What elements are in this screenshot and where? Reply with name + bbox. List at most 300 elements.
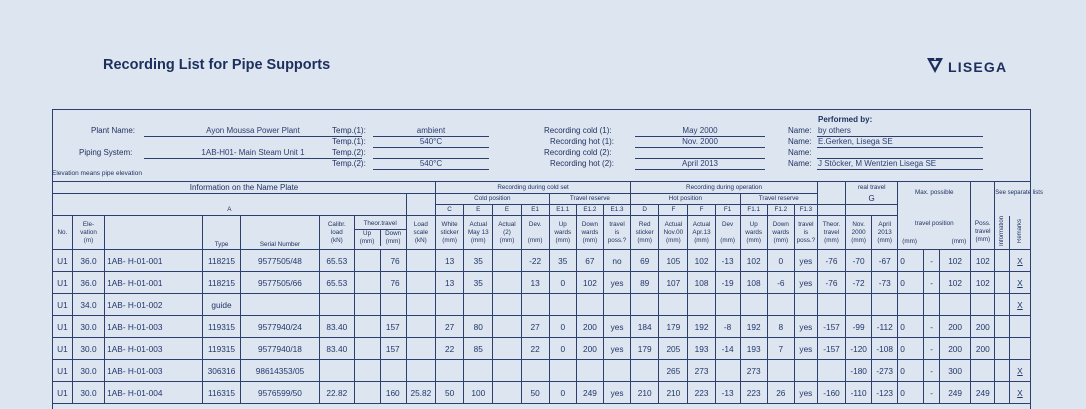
lisega-logo-icon	[925, 56, 945, 76]
cell-up	[354, 360, 380, 382]
cell-nov: -180	[846, 360, 872, 382]
recording-label-1: Recording cold (1):	[544, 126, 612, 135]
cell-d: 89	[631, 272, 659, 294]
cell-info	[995, 294, 1010, 316]
cell-f12: 0	[767, 250, 794, 272]
temp-value-1: ambient	[373, 126, 489, 137]
cell-serial: 9576599/50	[240, 382, 319, 404]
cell-e: 100	[464, 382, 493, 404]
cell-e1	[521, 294, 549, 316]
cell-f2: 273	[688, 360, 715, 382]
cell-poss: 249	[971, 382, 995, 404]
col-remarks-header: Remarks	[1016, 218, 1023, 243]
table-row	[53, 272, 1031, 294]
cell-f13: yes	[794, 338, 817, 360]
cell-load	[406, 360, 435, 382]
cell-f2: 108	[688, 272, 715, 294]
temp-label-4: Temp.(2):	[332, 159, 366, 168]
cell-e12: 67	[576, 250, 603, 272]
cell-c: 22	[436, 338, 464, 360]
cold-position-header: Cold position	[436, 194, 550, 205]
cell-f12: 26	[767, 382, 794, 404]
cell-elev: 34.0	[72, 294, 104, 316]
cell-e2	[493, 382, 521, 404]
table-row	[53, 360, 1031, 382]
cell-e11: 0	[549, 382, 576, 404]
cell-rem: X	[1009, 360, 1030, 382]
cell-type: 119315	[203, 338, 241, 360]
cell-range-separator: -	[924, 360, 940, 382]
cell-e11	[549, 294, 576, 316]
recording-table	[52, 181, 1043, 404]
cell-serial: 9577940/24	[240, 316, 319, 338]
col-f13-letter: F1.3	[794, 205, 817, 216]
col-nov-2000-header: Nov. 2000 (mm)	[846, 216, 872, 250]
cell-f2: 102	[688, 250, 715, 272]
col-red-sticker-header: Red sticker (mm)	[631, 216, 659, 250]
cell-e12	[576, 360, 603, 382]
cell-theor	[817, 360, 845, 382]
cell-f2: 223	[688, 382, 715, 404]
cell-mx2: 300	[939, 360, 970, 382]
cell-d: 69	[631, 250, 659, 272]
cell-no: U1	[53, 316, 73, 338]
cell-f: 107	[659, 272, 688, 294]
cell-rem	[1009, 338, 1030, 360]
cell-f: 179	[659, 316, 688, 338]
cell-calibr: 83.40	[320, 338, 354, 360]
cell-theor: -157	[817, 316, 845, 338]
cell-no: U1	[53, 360, 73, 382]
col-travel-poss-cold-header: travel is poss.?	[603, 216, 630, 250]
cell-e	[464, 360, 493, 382]
cell-mx1	[898, 294, 924, 316]
cell-info	[995, 360, 1010, 382]
recording-table-body	[53, 250, 1031, 404]
cell-serial: 9577505/66	[240, 272, 319, 294]
col-up-header: Up (mm)	[355, 230, 381, 246]
temp-value-3	[373, 148, 489, 159]
col-theor-header: Theor. travel (mm)	[817, 216, 845, 250]
cell-range-separator: -	[924, 272, 940, 294]
cell-d: 179	[631, 338, 659, 360]
col-upwards-cold-header: Up wards (mm)	[549, 216, 576, 250]
cell-poss: 200	[971, 316, 995, 338]
cell-rem: X	[1009, 294, 1030, 316]
cell-e12	[576, 294, 603, 316]
cell-id: 1AB- H-01-001	[105, 272, 203, 294]
cell-f13: yes	[794, 382, 817, 404]
cell-f: 105	[659, 250, 688, 272]
cell-type: 306316	[203, 360, 241, 382]
col-poss-travel-header: Poss. travel (mm)	[971, 216, 995, 250]
cell-down	[380, 294, 406, 316]
cell-info	[995, 338, 1010, 360]
cell-e: 35	[464, 250, 493, 272]
performed-name-label-3: Name:	[788, 148, 812, 157]
cell-up	[354, 338, 380, 360]
col-actual-nov00-header: Actual Nov.00 (mm)	[659, 216, 688, 250]
cell-f13	[794, 360, 817, 382]
cell-e	[464, 294, 493, 316]
cell-info	[995, 316, 1010, 338]
cell-f: 205	[659, 338, 688, 360]
cell-no: U1	[53, 250, 73, 272]
col-e13-letter: E1.3	[603, 205, 630, 216]
cell-f13: yes	[794, 272, 817, 294]
cell-mx1: 0	[898, 272, 924, 294]
hot-position-header: Hot position	[631, 194, 741, 205]
table-row	[53, 382, 1031, 404]
cell-load	[406, 272, 435, 294]
cell-c: 50	[436, 382, 464, 404]
col-actual-apr13-header: Actual Apr.13 (mm)	[688, 216, 715, 250]
cell-theor: -160	[817, 382, 845, 404]
cell-type: 118215	[203, 272, 241, 294]
cell-f13	[794, 294, 817, 316]
cell-calibr: 83.40	[320, 316, 354, 338]
cell-elev: 30.0	[72, 382, 104, 404]
temp-value-2: 540°C	[373, 137, 489, 148]
cell-rem: X	[1009, 250, 1030, 272]
col-mm-header-2: (mm)	[951, 238, 967, 246]
recording-sheet	[52, 109, 1043, 409]
col-mm-header-1: (mm)	[902, 238, 917, 246]
cell-poss: 200	[971, 338, 995, 360]
cell-f1: -14	[715, 338, 740, 360]
cell-type: 119315	[203, 316, 241, 338]
cell-f12	[767, 360, 794, 382]
recording-label-2: Recording hot (1):	[550, 137, 615, 146]
cell-e1: 13	[521, 272, 549, 294]
cell-theor	[817, 294, 845, 316]
cell-mx1: 0	[898, 338, 924, 360]
cell-id: 1AB- H-01-001	[105, 250, 203, 272]
cell-e11: 0	[549, 272, 576, 294]
cell-e12: 102	[576, 272, 603, 294]
cell-range-separator	[924, 294, 940, 316]
cell-e13	[603, 360, 630, 382]
cell-c: 13	[436, 250, 464, 272]
col-elevation-header: Ele- vation (m)	[72, 216, 104, 250]
cell-f11: 192	[740, 316, 767, 338]
cell-mx2: 102	[939, 250, 970, 272]
cell-mx2: 200	[939, 316, 970, 338]
table-row	[53, 316, 1031, 338]
cell-id: 1AB- H-01-002	[105, 294, 203, 316]
temp-label-2: Temp.(1):	[332, 137, 366, 146]
cell-e1	[521, 360, 549, 382]
cell-e1: 27	[521, 316, 549, 338]
cell-e11: 0	[549, 338, 576, 360]
cell-e: 80	[464, 316, 493, 338]
cell-e1: 50	[521, 382, 549, 404]
cell-elev: 36.0	[72, 272, 104, 294]
cell-elev: 30.0	[72, 338, 104, 360]
cell-down: 76	[380, 250, 406, 272]
cell-f12: 8	[767, 316, 794, 338]
cell-e2	[493, 338, 521, 360]
col-no-header: No.	[53, 216, 73, 250]
travel-reserve-hot-header: Travel reserve	[740, 194, 817, 205]
cell-f12	[767, 294, 794, 316]
col-c-letter: C	[436, 205, 464, 216]
cell-e2	[493, 272, 521, 294]
real-travel-header: real travel	[846, 182, 898, 194]
cell-calibr: 65.53	[320, 250, 354, 272]
cell-serial	[240, 294, 319, 316]
col-down-header: Down (mm)	[385, 230, 402, 245]
temp-value-4: 540°C	[373, 159, 489, 170]
cell-e2	[493, 250, 521, 272]
cell-apr: -273	[872, 360, 898, 382]
cell-c	[436, 294, 464, 316]
cell-f11: 102	[740, 250, 767, 272]
cell-poss	[971, 360, 995, 382]
col-type-header: Type	[203, 216, 241, 250]
cell-e12: 200	[576, 316, 603, 338]
cell-c: 27	[436, 316, 464, 338]
performed-name-label-2: Name:	[788, 137, 812, 146]
col-e11-letter: E1.1	[549, 205, 576, 216]
cell-d	[631, 360, 659, 382]
col-actual-may13-header: Actual May 13 (mm)	[464, 216, 493, 250]
cell-f1: -8	[715, 316, 740, 338]
col-downwards-hot-header: Down wards (mm)	[767, 216, 794, 250]
cell-e11	[549, 360, 576, 382]
recording-value-3	[635, 148, 765, 159]
cell-f1	[715, 294, 740, 316]
cell-up	[354, 316, 380, 338]
cell-type: 116315	[203, 382, 241, 404]
recording-label-3: Recording cold (2):	[544, 148, 612, 157]
cell-down: 76	[380, 272, 406, 294]
cell-d: 210	[631, 382, 659, 404]
cell-no: U1	[53, 294, 73, 316]
recording-operation-header: Recording during operation	[631, 182, 818, 194]
col-load-scale-header: Load scale (kN)	[406, 216, 435, 250]
cell-e12: 249	[576, 382, 603, 404]
cell-f11: 273	[740, 360, 767, 382]
cell-mx2: 200	[939, 338, 970, 360]
piping-system-label: Piping System:	[79, 148, 133, 157]
cell-d	[631, 294, 659, 316]
cell-poss: 102	[971, 272, 995, 294]
cell-id: 1AB- H-01-003	[105, 338, 203, 360]
cell-calibr: 65.53	[320, 272, 354, 294]
cell-f1: -13	[715, 382, 740, 404]
cell-poss: 102	[971, 250, 995, 272]
cell-elev: 30.0	[72, 316, 104, 338]
table-row	[53, 294, 1031, 316]
cell-info	[995, 382, 1010, 404]
cell-f: 210	[659, 382, 688, 404]
cell-d: 184	[631, 316, 659, 338]
info-nameplate-header: Information on the Name Plate	[53, 182, 436, 194]
col-f11-letter: F1.1	[740, 205, 767, 216]
cell-f2: 193	[688, 338, 715, 360]
col-d-letter: D	[631, 205, 659, 216]
cell-info	[995, 250, 1010, 272]
lisega-logo	[925, 56, 1029, 78]
col-downwards-cold-header: Down wards (mm)	[576, 216, 603, 250]
performed-name-value-3	[817, 148, 983, 159]
real-travel-g: G	[846, 194, 898, 205]
col-dev-cold-header: Dev. (mm)	[521, 216, 549, 250]
col-information-header: Information	[999, 215, 1006, 246]
cell-poss	[971, 294, 995, 316]
cell-elev: 30.0	[72, 360, 104, 382]
col-e-letter: E	[464, 205, 493, 216]
cell-load	[406, 250, 435, 272]
cell-down	[380, 360, 406, 382]
cell-e11: 0	[549, 316, 576, 338]
col-e1-letter: E1	[521, 205, 549, 216]
col-f2-letter: F	[688, 205, 715, 216]
cell-apr: -108	[872, 338, 898, 360]
performed-name-label-4: Name:	[788, 159, 812, 168]
cell-f12: -6	[767, 272, 794, 294]
col-dev-hot-header: Dev (mm)	[715, 216, 740, 250]
cell-no: U1	[53, 338, 73, 360]
cell-e1: -22	[521, 250, 549, 272]
cell-e13: yes	[603, 272, 630, 294]
cell-type: 118215	[203, 250, 241, 272]
cell-id: 1AB- H-01-004	[105, 382, 203, 404]
col-april-2013-header: April 2013 (mm)	[872, 216, 898, 250]
recording-value-4: April 2013	[635, 159, 765, 170]
cell-id: 1AB- H-01-003	[105, 316, 203, 338]
cell-up	[354, 250, 380, 272]
cell-range-separator: -	[924, 316, 940, 338]
cell-mx2: 102	[939, 272, 970, 294]
cell-calibr	[320, 360, 354, 382]
col-travel-poss-hot-header: travel is poss.?	[794, 216, 817, 250]
cell-apr: -67	[872, 250, 898, 272]
cell-f11: 193	[740, 338, 767, 360]
cell-f13: yes	[794, 316, 817, 338]
cell-serial: 98614353/05	[240, 360, 319, 382]
col-e2-letter: E	[493, 205, 521, 216]
plant-name-value: Ayon Moussa Power Plant	[144, 126, 362, 137]
col-theor-travel-header: Theor.travel	[355, 219, 406, 230]
temp-label-3: Temp.(2):	[332, 148, 366, 157]
cell-f11: 223	[740, 382, 767, 404]
cell-c: 13	[436, 272, 464, 294]
cell-rem	[1009, 316, 1030, 338]
cell-range-separator: -	[924, 250, 940, 272]
cell-c	[436, 360, 464, 382]
cell-theor: -76	[817, 250, 845, 272]
cell-f1	[715, 360, 740, 382]
cell-rem: X	[1009, 382, 1030, 404]
cell-e13: yes	[603, 338, 630, 360]
cell-e13	[603, 294, 630, 316]
cell-nov	[846, 294, 872, 316]
col-a-letter: A	[53, 205, 407, 216]
cell-up	[354, 294, 380, 316]
max-possible-header: Max. possible	[898, 182, 971, 205]
cell-down: 157	[380, 338, 406, 360]
cell-e11: 35	[549, 250, 576, 272]
col-e12-letter: E1.2	[576, 205, 603, 216]
cell-theor: -157	[817, 338, 845, 360]
col-f12-letter: F1.2	[767, 205, 794, 216]
cell-e13: yes	[603, 382, 630, 404]
performed-name-value-1: by others	[817, 126, 983, 137]
cell-load: 25.82	[406, 382, 435, 404]
cell-apr: -123	[872, 382, 898, 404]
cell-theor: -76	[817, 272, 845, 294]
col-white-sticker-header: White sticker (mm)	[436, 216, 464, 250]
cell-apr: -112	[872, 316, 898, 338]
cell-e2	[493, 360, 521, 382]
performed-by-label: Performed by:	[818, 115, 873, 124]
cell-nov: -110	[846, 382, 872, 404]
travel-reserve-cold-header: Travel reserve	[549, 194, 630, 205]
cell-e1: 22	[521, 338, 549, 360]
see-separate-lists-header: See separate lists	[995, 182, 1031, 205]
cell-no: U1	[53, 272, 73, 294]
cell-f11: 108	[740, 272, 767, 294]
cell-serial: 9577505/48	[240, 250, 319, 272]
cell-f2: 192	[688, 316, 715, 338]
cell-e: 35	[464, 272, 493, 294]
cell-nov: -72	[846, 272, 872, 294]
lisega-logo-text: LISEGA	[948, 59, 1008, 75]
cell-range-separator: -	[924, 382, 940, 404]
recording-label-4: Recording hot (2):	[550, 159, 615, 168]
performed-name-label-1: Name:	[788, 126, 812, 135]
recording-value-2: Nov. 2000	[635, 137, 765, 148]
cell-calibr: 22.82	[320, 382, 354, 404]
elevation-note: Elevation means pipe elevation	[52, 170, 142, 177]
table-row	[53, 250, 1031, 272]
cell-range-separator: -	[924, 338, 940, 360]
cell-up	[354, 272, 380, 294]
cell-nov: -120	[846, 338, 872, 360]
col-f-letter: F	[659, 205, 688, 216]
cell-info	[995, 272, 1010, 294]
recording-value-1: May 2000	[635, 126, 765, 137]
col-calibr-header: Calibr. load (kN)	[320, 216, 354, 250]
cell-apr: -73	[872, 272, 898, 294]
performed-name-value-4: J Stöcker, M Wentzien Lisega SE	[817, 159, 983, 170]
performed-name-value-2: E.Gerken, Lisega SE	[817, 137, 983, 148]
cell-mx1: 0	[898, 360, 924, 382]
cell-f1: -13	[715, 250, 740, 272]
col-travel-position-header: travel position	[914, 220, 954, 228]
cell-e2	[493, 294, 521, 316]
cell-elev: 36.0	[72, 250, 104, 272]
cell-e13: yes	[603, 316, 630, 338]
cell-nov: -99	[846, 316, 872, 338]
table-row	[53, 338, 1031, 360]
cell-mx1: 0	[898, 250, 924, 272]
cell-f	[659, 294, 688, 316]
cell-up	[354, 382, 380, 404]
cell-mx1: 0	[898, 382, 924, 404]
cell-load	[406, 316, 435, 338]
col-upwards-hot-header: Up wards (mm)	[740, 216, 767, 250]
plant-name-label: Plant Name:	[91, 126, 136, 135]
cell-apr	[872, 294, 898, 316]
col-serial-header: Serial Number	[240, 216, 319, 250]
cell-f: 265	[659, 360, 688, 382]
cell-down: 160	[380, 382, 406, 404]
cell-mx2	[939, 294, 970, 316]
document-title: Recording List for Pipe Supports	[103, 57, 331, 73]
